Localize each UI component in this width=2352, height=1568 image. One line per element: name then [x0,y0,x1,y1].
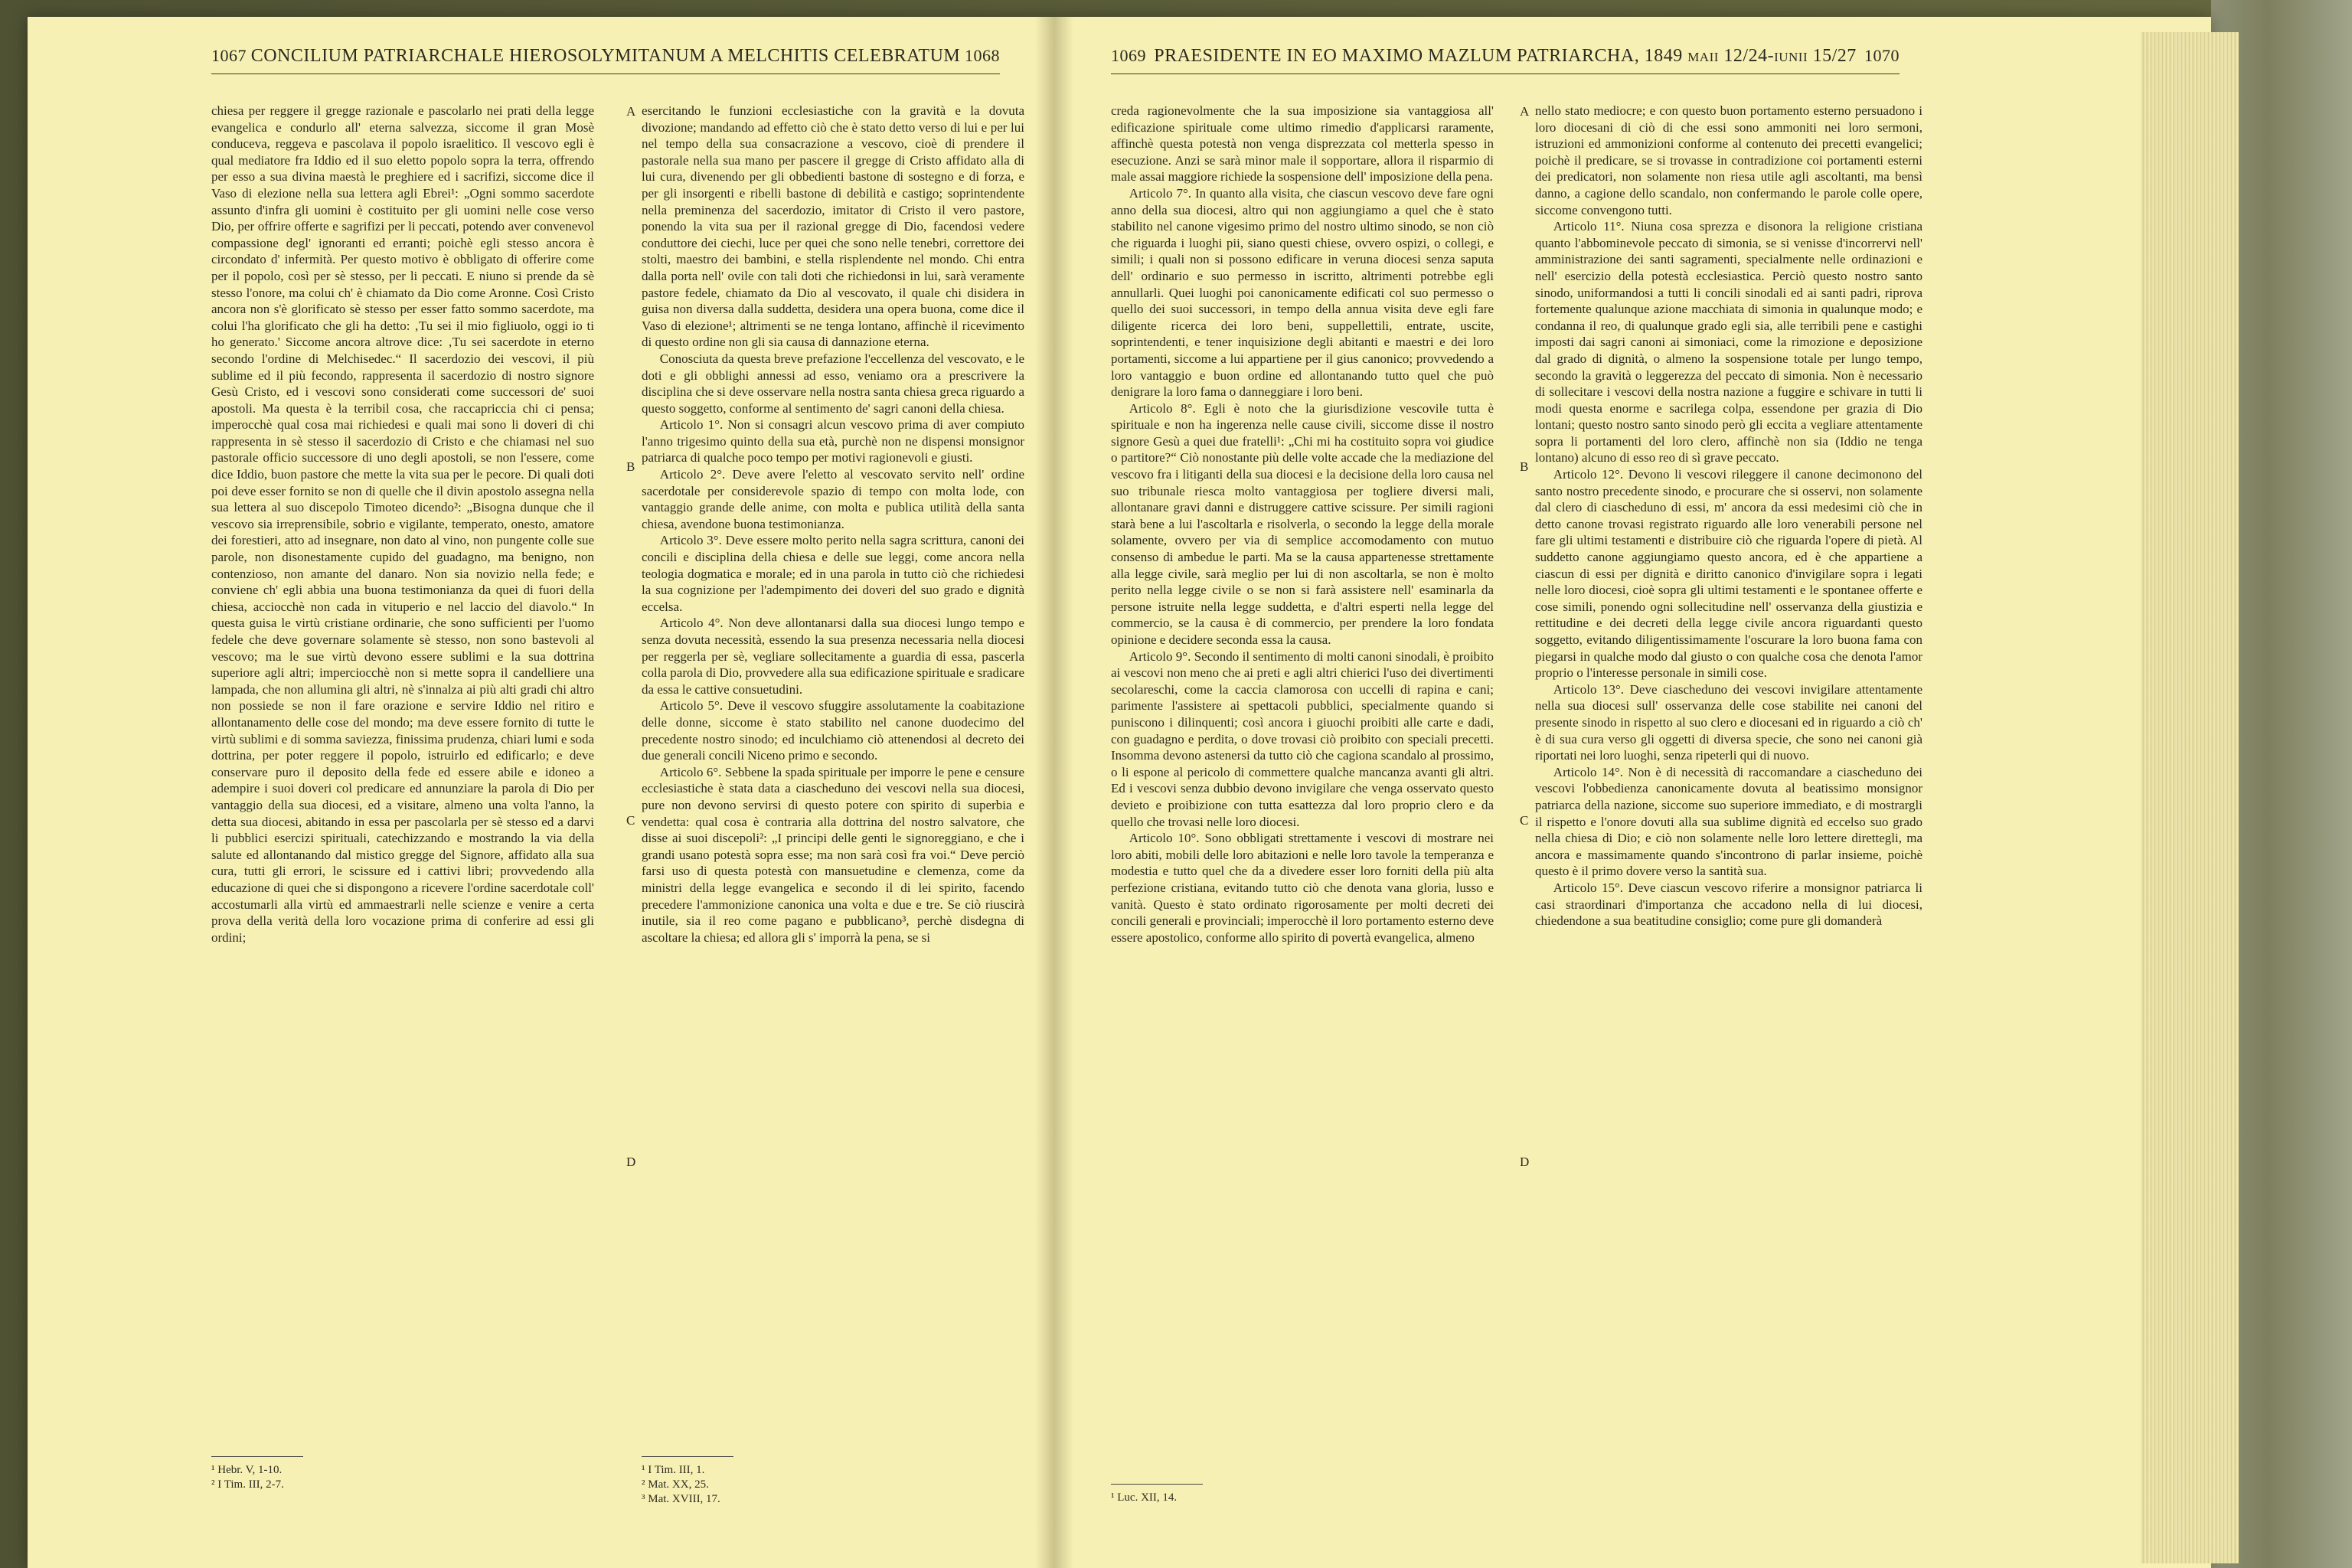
right-column-1 [1111,103,1494,946]
footnote-rule [1111,1484,1203,1485]
paragraph: Articolo 14°. Non è di necessità di raccomandare a ciascheduno dei vescovi l'obbedienza canonicamente dovuta al beatissimo monsignor patriarca della nazione, siccome suo superiore immediato, e di mostrargli il rispetto e l'onore dovuti alla sua sublime dignità ed eccelso suo grado nella chiesa di Dio; e ciò non solamente nelle loro lettere direttegli, ma ancora e massimamente quando s'incontrono di parlar insieme, poichè questo è il primo dovere verso la santità sua. [1535,764,1922,879]
margin-marker: D [1520,1155,1530,1169]
page-number: 1068 [965,46,1000,65]
footnotes [642,1456,1024,1507]
left-column-1 [211,103,594,946]
right-page [1057,17,2141,1568]
paragraph: nello stato mediocre; e con questo buon portamento esterno persuadono i loro diocesani di ciò di che essi sono ammoniti nei loro sermoni, istruzioni ed ammonizioni conforme al contenuto dei precetti evangelici; poichè il predicare, se si trovasse in contradizione coi portamenti esterni dei predicatori, non solamente non riesa utile agli ascoltanti, ma bensì danno, a cagione dello scandalo, non confermando le parole colle opere, siccome convengono tutti. [1535,103,1922,217]
margin-marker: C [1520,813,1529,828]
page-number: 1067 [211,46,247,65]
footnote-rule [642,1456,733,1457]
margin-marker: D [626,1155,636,1169]
paragraph: Articolo 10°. Sono obbligati strettamente i vescovi di mostrare nei loro abiti, mobili delle loro abitazioni e nelle loro tavole la temperanza e modestia e tutto quel che da a divedere esser loro forniti della più alta perfezione cristiana, evitando tutto ciò che denota vana gloria, lusso e vanità. Questo è stato ordinato rigorosamente per molti decreti dei concili generali e provinciali; imperocchè il loro portamento esterno deve essere apostolico, conforme allo spirito di povertà evangelica, almeno [1111,831,1494,945]
margin-marker: B [626,459,635,474]
page-number: 1069 [1111,46,1146,65]
paragraph: Articolo 7°. In quanto alla visita, che ciascun vescovo deve fare ogni anno della sua diocesi, altro qui non aggiungiamo a quel che è stato stabilito nel canone vigesimo primo del nostro ultimo sinodo, se non ciò che riguarda i luoghi pii, siano questi chiese, ovvero ospizi, o collegi, e simili; i quali non si possono edificare in veruna diocesi senza saputa dell' ordinario e suo permesso in iscritto, altrimenti potrebbe egli annullarli. Quei luoghi poi canonicamente edificati col suo permesso o quello dei suoi successori, in tempo della annua visita deve egli fare diligente ricerca dei loro beni, suppellettili, entrate, uscite, soprintendenti, e tener inquisizione degli abitanti e maestri e dei loro portamenti, siccome a lui appartiene per il gius canonico; provvedendo a loro vantaggio e buon ordine ed allontanando tutto quel che può denigrare la loro fama o danneggiare i loro beni. [1111,185,1494,400]
footnote: ¹ Hebr. V, 1-10. [211,1464,283,1476]
left-page [28,17,1054,1568]
running-title: CONCILIUM PATRIARCHALE HIEROSOLYMITANUM A MELCHITIS CELEBRATUM [250,46,961,66]
paragraph: Articolo 13°. Deve ciascheduno dei vescovi invigilare attentamente nella sua diocesi sull' osservanza delle cose stabilite nei canoni del presente sinodo in rispetto al suo clero e diocesani ed in riguardo a ciò ch' è di sua cura verso gli oggetti di diversa specie, che sono nei canoni già riportati nei loro luoghi, senza ripeterli qui di nuovo. [1535,681,1922,763]
margin-marker: B [1520,459,1529,474]
paragraph: chiesa per reggere il gregge razionale e pascolarlo nei prati della legge evangelica e condurlo all' eterna salvezza, siccome il gran Mosè conduceva, reggeva e pascolava il popolo israelitico. Il vescovo egli è qual mediatore fra Iddio ed il suo eletto popolo sopra la terra, offrendo per esso a sua divina maestà le preghiere ed i sacrifizi, siccome dice il Vaso di elezione nella sua lettera agli Ebrei¹: „Ogni sommo sacerdote assunto d'infra gli uomini è costituito per gli uomini nelle cose verso Dio, per offrire offerte e sagrifizi per li peccati, potendo aver convenevol compassione degl' ignoranti ed erranti; poichè egli stesso ancora è circondato d' infermità. Per questo motivo è obbligato di offerire come per il popolo, così per sè stesso, per li peccati. E niuno si prende da sè stesso l'onore, ma colui ch' è chiamato da Dio come Aronne. Così Cristo ancora non s'è glorificato sè stesso per esser fatto sommo sacerdote, ma colui l'ha glorificato che gli ha detto: ‚Tu sei il mio figliuolo, oggi io ti ho generato.' Siccome ancora altrove dice: ‚Tu sei sacerdote in eterno secondo l'ordine di Melchisedec.“ Il sacerdozio dei vescovi, il più sublime ed il più fecondo, rappresenta il sacerdozio di nostro signore Gesù Cristo, ed i vescovi sono considerati come successori de' suoi apostoli. Ma questa è la terribil cosa, che raccapriccia chi ci pensa; imperocchè qual cosa mai richiedesi e quali mai sono li doveri di chi rappresenta in sè stesso il sacerdozio di Cristo e che chiamasi nel suo pastorale officio successore di uno degli apostoli, se non l'essere, come dice Iddio, buon pastore che mette la vita sua per le pecore. Di quali doti poi deve esser fornito se non di quelle che il divin apostolo assegna nella sua lettera al suo discepolo Timoteo dicendo²: „Bisogna dunque che il vescovo sia irreprensibile, sobrio e vigilante, temperato, onesto, amatore dei forestieri, atto ad insegnare, non dato al vino, non pungente colle sue parole, non disonestamente cupido del guadagno, ma benigno, non contenzioso, non amante del danaro. Non sia novizio nella fede; e conviene ch' egli abbia una buona testimonianza da quei di fuori della chiesa, acciocchè non cada in vituperio e nel laccio del diavolo.“ In questa guisa le virtù cristiane ordinarie, che sono sufficienti per l'uomo fedele che deve governare solamente sè stesso, non sono bastevoli al vescovo; ma le sue virtù devono essere sublimi e la sua dottrina superiore agli altri; imperciocchè non si mette sopra il candelliere una lampada, che non allumina gli altri, nè s'innalza ai più alti gradi chi altro non possiede se non il fare orazione e servire Iddio nel ritiro e allontanamento delle cose del mondo; ma deve essere fornito di tutte le virtù sublimi e di somma saviezza, finissima prudenza, chiari lumi e soda dottrina, per poter reggere il popolo, istruirlo ed edificarlo; e deve conservare puro il deposito della fede ed essere abile e idoneo a adempire i suoi doveri col predicare ed annunziare la parola di Dio per vantaggio della sua diocesi, ed a visitare, almeno una volta l'anno, la detta sua diocesi, abitando in essa per pascolarla per sè stesso ed a darvi li pubblici esercizi spirituali, catechizzando e mostrando la via della salute ed allontanando dal mistico gregge del Signore, affidato alla sua cura, tutti gli errori, le scissure ed i cattivi libri; provvedendo alla educazione di quei che si dispongono a ricevere l'ordine sacerdotale coll' accostumarli alla virtù ed ammaestrarli nelle scienze e venire a certa prova della verità della loro vocazione prima di conferire ad essi gli ordini; [211,103,594,945]
footnote: ¹ Luc. XII, 14. [1111,1491,1178,1504]
paragraph: Articolo 2°. Deve avere l'eletto al vescovato servito nell' ordine sacerdotale per considerevole spazio di tempo con molta lode, con vantaggio grande delle anime, con molta e publica utilità della santa chiesa, avendone buona testimonianza. [642,467,1024,531]
footnote-rule [211,1456,303,1457]
margin-marker: A [626,104,636,119]
right-column-2 [1535,103,1922,929]
paragraph: Articolo 11°. Niuna cosa sprezza e disonora la religione cristiana quanto l'abbominevole peccato di simonia, se si venisse d'incorrervi nell' amministrazione dei santi sagramenti, specialmente nelle ordinazioni e nell' esercizio della potestà ecclesiastica. Perciò questo nostro santo sinodo, uniformandosi a tutti li concili sinodali ed ai santi padri, riprova fortemente qualunque azione macchiata di simonia in qualunque modo; e condanna il reo, di qualunque grado egli sia, alle terribili pene e castighi imposti dai sagri canoni ai simoniaci, come la rimozione e deposizione dal grado di dignità, o almeno la sospensione totale per lungo tempo, secondo la gravità o leggerezza del peccato di simonia. Non è necessario di sollecitare i vescovi della nostra nazione a fuggire e schivare in tutti li modi questa enorme e sacrilega colpa, essendone per grazia di Dio lontani; questo nostro santo sinodo però gli eccita a vegliare attentamente sopra li portamenti del loro clero, affinchè non sia (Iddio ne tenga lontano) alcuno di esso reo di sì grave peccato. [1535,219,1922,466]
margin-marker: C [626,813,635,828]
left-column-2 [642,103,1024,946]
running-title: PRAESIDENTE IN EO MAXIMO MAZLUM PATRIARCHA, 1849 maii 12/24-iunii 15/27 [1154,46,1857,66]
paragraph: Articolo 12°. Devono li vescovi rileggere il canone decimonono del santo nostro precedente sinodo, e procurare che si osservi, non solamente dal clero di ciascheduno di essi, m' ancora da essi medesimi ciò che in detto canone trovasi registrato riguardo alle loro venerabili persone nel fare gli ultimi testamenti e distribuire ciò che riguarda l'opere di pietà. Al suddetto canone aggiungiamo questo ancora, ed è che appartiene a ciascun di essi per dignità e diritto canonico d'invigilare sopra i legati nelle loro diocesi, cioè sopra gli ultimi testamenti e le spontanee offerte e cose simili, ponendo ogni sollecitudine nell' osservanza della giustizia e rettitudine e dei decreti della legge civile ancora riguardanti questo soggetto, evitando diligentissimamente l'oscurare la loro buona fama con piegarsi in qualche modo dal giusto o con qualche cosa che denota l'amor proprio o l'interesse personale in simili cose. [1535,467,1922,681]
left-page-header [211,46,1000,72]
paragraph: esercitando le funzioni ecclesiastiche con la gravità e la dovuta divozione; mandando ad effetto ciò che è stato detto verso di lui e per lui nel tempo della sua consacrazione a vescovo, cioè di prendere il pastorale nella sua mano per pascere il gregge di Cristo affidato alla di lui cura, divenendo per gli obbedienti bastone di sostegno e di forza, e per gli insorgenti e ribelli bastone di debilità e castigo; soprintendente nella preminenza del sacerdozio, imitator di Cristo il vero pastore, ponendo la vita sua per il razional gregge di Dio, facendosi vedere conduttore dei ciechi, luce per quei che sono nelle tenebri, correttore dei stolti, maestro dei bambini, e stella risplendente nel mondo. Chi entra dalla porta nell' ovile con tali doti che richiedonsi in lui, sarà veramente pastore fedele, chiamato da Dio al vescovato, il quale chi disidera in guisa non diversa dalla suddetta, desidera una opera buona, come dice il Vaso di elezione¹; altrimenti se ne tenga lontano, affinchè il ricevimento di questo ordine non gli sia causa di dannazione eterna. [642,103,1024,350]
footnote: ³ Mat. XVIII, 17. [642,1493,720,1505]
paragraph: Conosciuta da questa breve prefazione l'eccellenza del vescovato, e le doti e gli obblighi annessi ad esso, veniamo ora a prescrivere la disciplina che si deve osservare nella nostra santa chiesa greca riguardo a questo soggetto, conforme al sentimento de' sagri canoni della chiesa. [642,351,1024,416]
page-edges [2141,32,2239,1563]
paragraph: Articolo 6°. Sebbene la spada spirituale per imporre le pene e censure ecclesiastiche è stata data a ciascheduno dei vescovi nella sua diocesi, pure non devono servirsi di questo potere con spirito di superbia e vendetta: qual cosa è contraria alla dottrina del nostro salvatore, che disse ai suoi discepoli²: „I principi delle genti le signoreggiano, e che i grandi usano potestà sopra esse; ma non sarà così fra voi.“ Deve perciò farsi uso di questa potestà con mansuetudine e clemenza, come da ministri della legge evangelica e secondo il di lei spirito, facendo precedere l'ammonizione canonica una volta e due e tre. Se ciò riuscirà inutile, sia il reo come pagano e pubblicano³, perchè disdegna di ascoltare la chiesa; ed allora gli s' imporrà la pena, se si [642,764,1024,945]
footnote: ¹ I Tim. III, 1. [642,1464,705,1476]
paragraph: creda ragionevolmente che la sua imposizione sia vantaggiosa all' edificazione spirituale come ultimo rimedio d'applicarsi raramente, affinchè questa potestà non venga disprezzata col metterla spesso in esecuzione. Anzi se sarà minor male il sopportare, allora il risparmio di male assai maggiore richiede la sospensione dell' imposizione della pena. [1111,103,1494,185]
paragraph: Articolo 1°. Non si consagri alcun vescovo prima di aver compiuto l'anno trigesimo quinto della sua età, purchè non ne dispensi monsignor patriarca di qualche poco tempo per motivi ragionevoli e giusti. [642,417,1024,466]
footnotes [1111,1484,1494,1505]
paragraph: Articolo 4°. Non deve allontanarsi dalla sua diocesi lungo tempo e senza dovuta necessità, essendo la sua presenza necessaria nella diocesi per reggerla per sè, vegliare sollecitamente a guardia di essa, pascerla colla parola di Dio, provvedere alla sua edificazione spirituale e sradicare da essa le cattive consuetudini. [642,616,1024,697]
footnote: ² I Tim. III, 2-7. [211,1478,284,1491]
footnotes [211,1456,594,1492]
paragraph: Articolo 3°. Deve essere molto perito nella sagra scrittura, canoni dei concili e disciplina della chiesa e delle sue leggi, come ancora nella teologia dogmatica e morale; ed in una parola in tutto ciò che richiedesi la sua cognizione per l'adempimento dei doveri del suo grado e dignità eccelsa. [642,533,1024,614]
paragraph: Articolo 15°. Deve ciascun vescovo riferire a monsignor patriarca li casi straordinari d'importanza che accadono nella di lui diocesi, chiedendone a sua beatitudine consiglio; come pure gli domanderà [1535,880,1922,929]
paragraph: Articolo 8°. Egli è noto che la giurisdizione vescovile tutta è spirituale e non ha ingerenza nelle cause civili, siccome disse il nostro signore Gesù a quei due fratelli¹: „Chi mi ha costituito sopra voi giudice o partitore?“ Ciò nonostante più delle volte accade che la mediazione del vescovo fra i litiganti della sua diocesi e la decisione della loro causa nel suo tribunale riesca molto vantaggiosa per togliere diversi mali, allontanare gravi danni e distruggere cattive scissure. Per simili ragioni starà bene a lui l'ascoltarla e risolverla, o secondo la legge della morale solamente, ovvero per via di semplice accomodamento con mutuo consenso di ambedue le parti. Ma se la causa appartenesse strettamente alla legge civile, sarà meglio per lui di non ascoltarla, se non è molto perito nella legge civile o se non si farà assistere nell' esaminarla da persone istruite nella legge suddetta, e d'altri esperti nella legge del commercio, se la causa è di commercio, per prendere la loro fondata opinione e decidere seconda essa la causa. [1111,400,1494,647]
right-page-header [1111,46,1900,72]
paragraph: Articolo 9°. Secondo il sentimento di molti canoni sinodali, è proibito ai vescovi non meno che ai preti e agli altri chierici l'uso dei divertimenti secolareschi, come la caccia clamorosa con uccelli di rapina e cani; parimente l'assistere ai spettacoli pubblici, specialmente quando si puniscono i dilinquenti; così ancora i giuochi proibiti alle carte e dadi, con guadagno e perdita, o dove trovasi ciò proibito con speciali precetti. Insomma devono astenersi da tutto ciò che cagiona scandalo al prossimo, o li espone al pericolo di commettere qualche mancanza avanti gli altri. Ed i vescovi senza dubbio devono invigilare che venga osservato questo devieto e proibizione con tutta esattezza dal loro proprio clero e da quello che trovasi nelle loro diocesi. [1111,648,1494,829]
footnote: ² Mat. XX, 25. [642,1478,709,1491]
page-number: 1070 [1864,46,1900,65]
open-book [28,17,2211,1568]
paragraph: Articolo 5°. Deve il vescovo sfuggire assolutamente la coabitazione delle donne, siccome è stato stabilito nel canone duodecimo del precedente nostro sinodo; ed inculchiamo ciò attenendosi al decreto dei due generali concili Niceno primo e secondo. [642,698,1024,763]
margin-marker: A [1520,104,1530,119]
